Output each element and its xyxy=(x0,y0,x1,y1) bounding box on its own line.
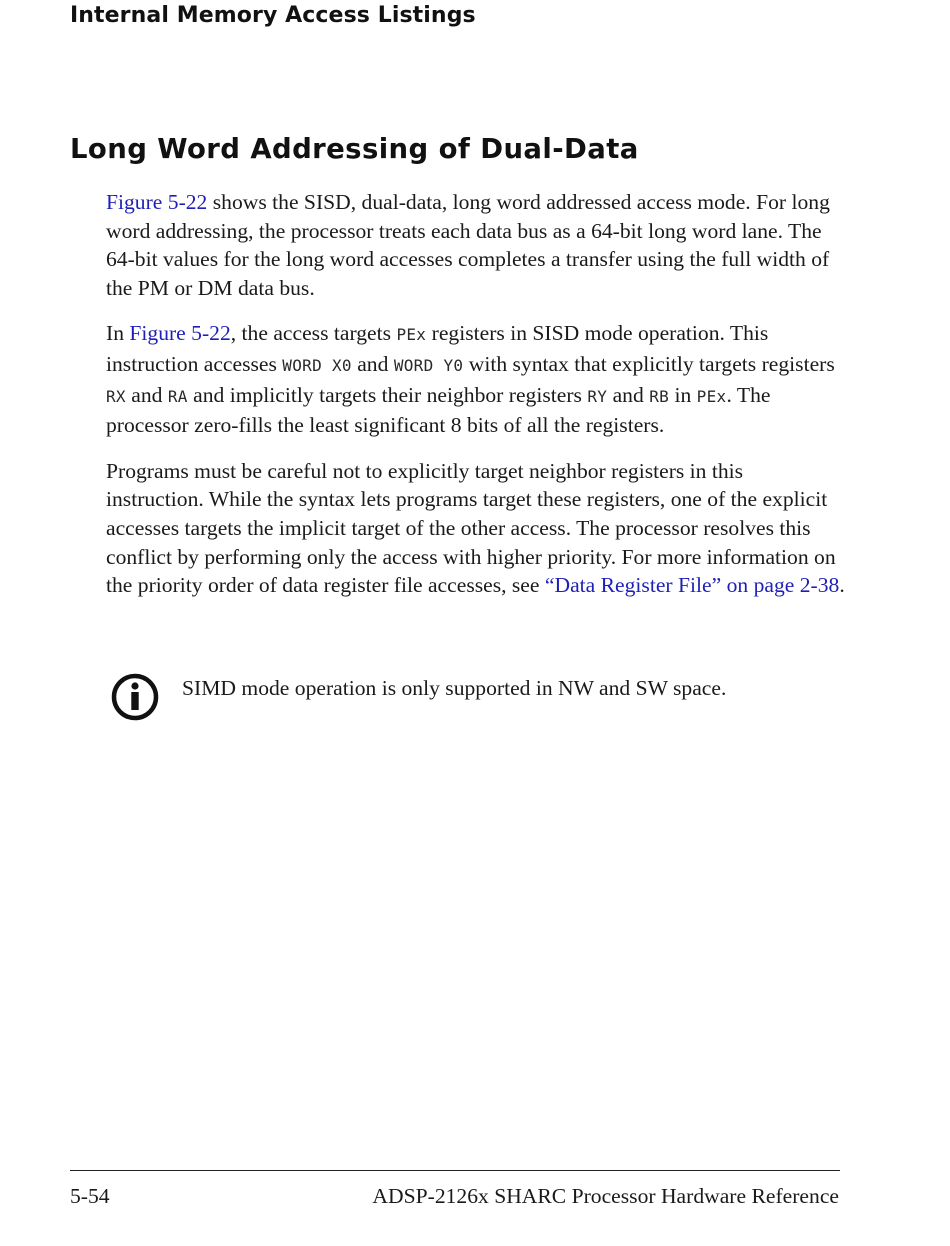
page-number: 5-54 xyxy=(70,1184,110,1208)
paragraph-text: . The processor zero-fills the least significant 8 bits of all the registers. xyxy=(106,382,771,438)
body-text xyxy=(106,188,846,617)
paragraph-text: . xyxy=(839,573,845,598)
code-term: RY xyxy=(587,386,608,406)
paragraph-text: and xyxy=(607,382,650,407)
code-term: PEx xyxy=(396,325,427,345)
paragraph-text: shows the SISD, dual-data, long word addressed access mode. For long word addressing, the processor treats each data bus as a 64-bit long word lane. The 64-bit values for the long word accesses completes a transfer using the full width of the PM or DM data bus. xyxy=(106,190,830,300)
paragraph-text: with syntax that explicitly targets registers xyxy=(463,351,835,376)
running-head: Internal Memory Access Listings xyxy=(70,3,476,28)
paragraph-text: In xyxy=(106,321,130,346)
code-term: RA xyxy=(167,386,188,406)
paragraph-text: , the access targets xyxy=(230,321,397,346)
code-term: RB xyxy=(649,386,670,406)
cross-reference-link[interactable]: “Data Register File” on page 2-38 xyxy=(544,573,840,598)
figure-link[interactable]: Figure 5-22 xyxy=(106,190,208,214)
info-icon xyxy=(110,672,160,722)
book-title: ADSP-2126x SHARC Processor Hardware Reference xyxy=(372,1184,839,1208)
paragraph-2 xyxy=(106,319,846,439)
paragraph-text: and implicitly targets their neighbor registers xyxy=(187,382,588,407)
section-title: Long Word Addressing of Dual-Data xyxy=(70,133,639,165)
code-term: RX xyxy=(106,386,126,406)
paragraph-text: and xyxy=(125,382,168,407)
paragraph-3 xyxy=(106,457,846,600)
note-box xyxy=(110,672,850,728)
paragraph-text: and xyxy=(351,351,394,376)
paragraph-1 xyxy=(106,188,846,302)
paragraph-text: in xyxy=(669,382,697,407)
paragraph-text: Programs must be careful not to explicitly target neighbor registers in this instruction. While the syntax lets programs target these registers, one of the explicit accesses targets the implicit target of the other access. The processor resolves this conflict by performing only the access with higher priority. For more information on the priority order of data register file accesses, see xyxy=(106,458,836,598)
code-term: PEx xyxy=(696,386,727,406)
code-term: WORD X0 xyxy=(282,355,352,375)
code-term: WORD Y0 xyxy=(393,355,464,375)
paragraph-text: registers in SISD mode operation. This instruction accesses xyxy=(106,321,769,376)
footer-divider xyxy=(70,1170,840,1171)
note-text: SIMD mode operation is only supported in NW and SW space. xyxy=(182,676,727,700)
figure-link[interactable]: Figure 5-22 xyxy=(129,321,231,346)
